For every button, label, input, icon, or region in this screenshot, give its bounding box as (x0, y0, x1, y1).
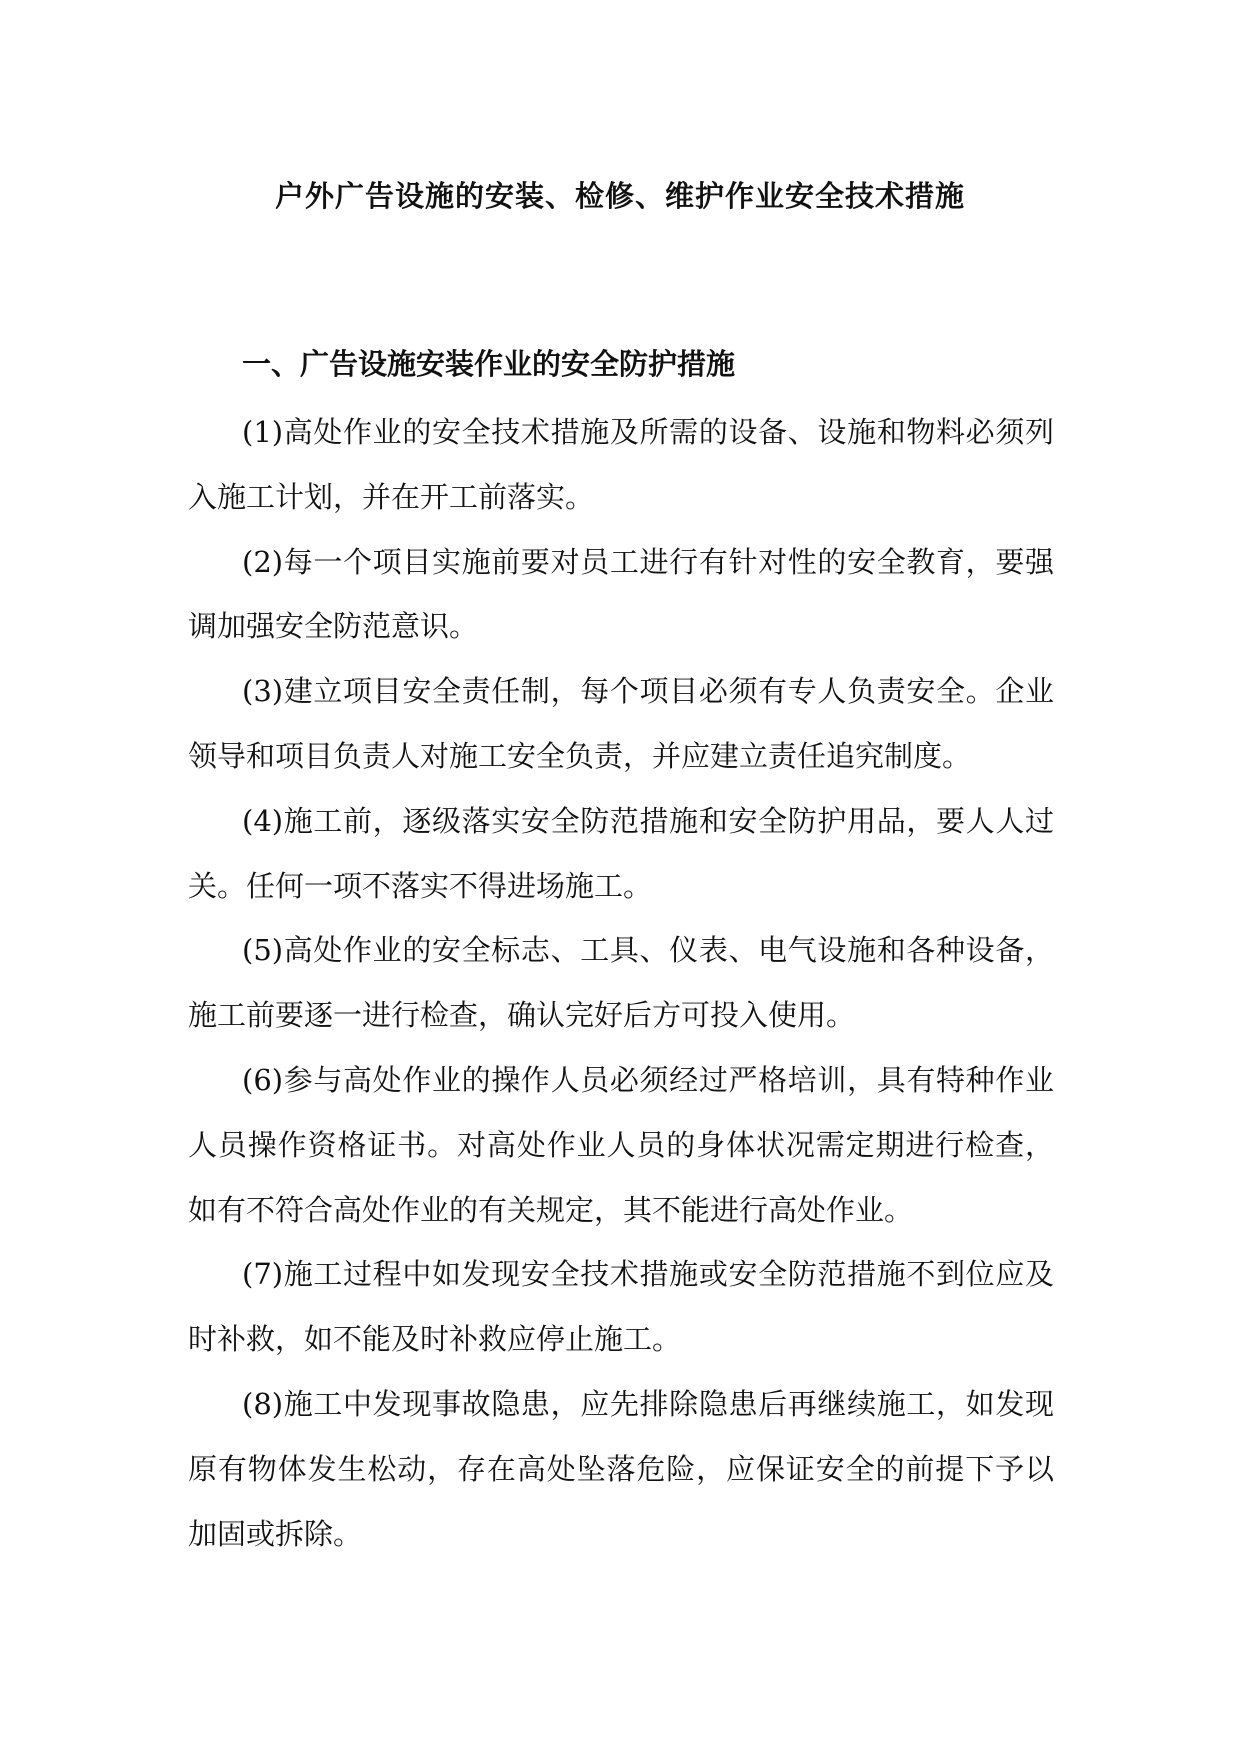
paragraph-6: (6)参与高处作业的操作人员必须经过严格培训，具有特种作业人员操作资格证书。对高处作业人员的身体状况需定期进行检查，如有不符合高处作业的有关规定，其不能进行高处作业。 (188, 1062, 1054, 1227)
paragraph-4: (4)施工前，逐级落实安全防范措施和安全防护用品，要人人过关。任何一项不落实不得进场施工。 (188, 803, 1054, 903)
paragraph-8: (8)施工中发现事故隐患，应先排除隐患后再继续施工，如发现原有物体发生松动，存在高处坠落危险，应保证安全的前提下予以加固或拆除。 (188, 1386, 1054, 1551)
paragraph-2: (2)每一个项目实施前要对员工进行有针对性的安全教育，要强调加强安全防范意识。 (188, 544, 1054, 644)
paragraph-3: (3)建立项目安全责任制，每个项目必须有专人负责安全。企业领导和项目负责人对施工安全负责，并应建立责任追究制度。 (188, 674, 1054, 773)
section-heading: 一、广告设施安装作业的安全防护措施 (242, 347, 736, 381)
paragraph-5: (5)高处作业的安全标志、工具、仪表、电气设施和各种设备，施工前要逐一进行检查，确认完好后方可投入使用。 (188, 933, 1054, 1033)
document-body (188, 400, 1054, 1566)
paragraph-7: (7)施工过程中如发现安全技术措施或安全防范措施不到位应及时补救，如不能及时补救应停止施工。 (188, 1257, 1054, 1357)
paragraph-1: (1)高处作业的安全技术措施及所需的设备、设施和物料必须列入施工计划，并在开工前落实。 (188, 415, 1054, 514)
document-title: 户外广告设施的安装、检修、维护作业安全技术措施 (274, 179, 965, 213)
